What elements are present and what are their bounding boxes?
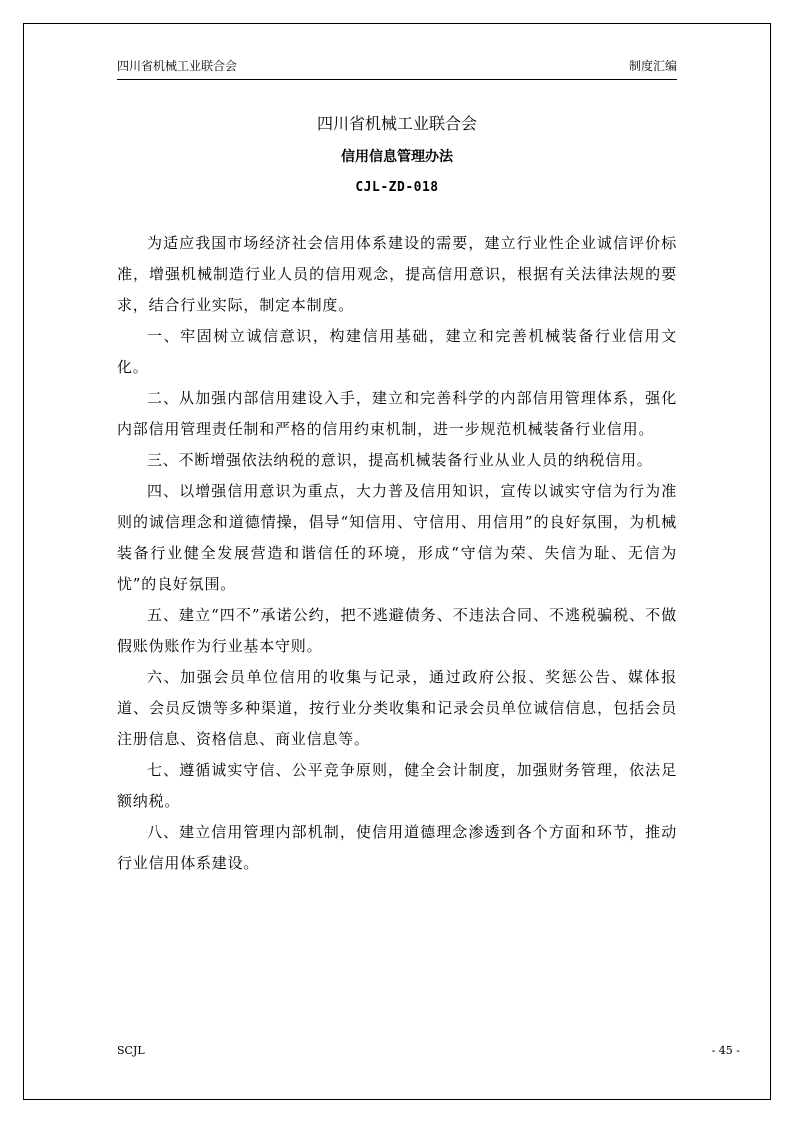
footer-label: SCJL — [117, 1044, 145, 1057]
paragraph-1: 一、牢固树立诚信意识，构建信用基础，建立和完善机械装备行业信用文化。 — [117, 327, 677, 376]
document-code: CJL-ZD-018 — [355, 180, 439, 195]
paragraph-8: 八、建立信用管理内部机制，使信用道德理念渗透到各个方面和环节，推动行业信用体系建设。 — [117, 823, 677, 872]
paragraph-intro: 为适应我国市场经济社会信用体系建设的需要，建立行业性企业诚信评价标准，增强机械制造行业人员的信用观念，提高信用意识，根据有关法律法规的要求，结合行业实际，制定本制度。 — [117, 234, 677, 314]
paragraph-4: 四、以增强信用意识为重点，大力普及信用知识，宣传以诚实守信为行为准则的诚信理念和道德情操，倡导“知信用、守信用、用信用”的良好氛围，为机械装备行业健全发展营造和谐信任的环境，形成“守信为荣、失信为耻、无信为忧”的良好氛围。 — [117, 482, 677, 593]
paragraph-2: 二、从加强内部信用建设入手，建立和完善科学的内部信用管理体系，强化内部信用管理责任制和严格的信用约束机制，进一步规范机械装备行业信用。 — [117, 389, 677, 438]
organization-title: 四川省机械工业联合会 — [316, 114, 477, 133]
paragraph-6: 六、加强会员单位信用的收集与记录，通过政府公报、奖惩公告、媒体报道、会员反馈等多种渠道，按行业分类收集和记录会员单位诚信信息，包括会员注册信息、资格信息、商业信息等。 — [117, 668, 677, 748]
paragraph-5: 五、建立“四不”承诺公约，把不逃避债务、不违法合同、不逃税骗税、不做假账伪账作为行业基本守则。 — [117, 606, 677, 655]
header-organization: 四川省机械工业联合会 — [117, 59, 238, 73]
header-rule — [117, 79, 677, 80]
header-section: 制度汇编 — [628, 59, 677, 73]
paragraph-3: 三、不断增强依法纳税的意识，提高机械装备行业从业人员的纳税信用。 — [147, 451, 653, 469]
page-number: - 45 - — [711, 1044, 740, 1057]
page-header — [117, 57, 677, 77]
title-block — [117, 112, 677, 198]
document-title: 信用信息管理办法 — [341, 149, 453, 165]
paragraph-7: 七、遵循诚实守信、公平竞争原则，健全会计制度，加强财务管理，依法足额纳税。 — [117, 761, 677, 810]
document-body — [117, 228, 677, 879]
